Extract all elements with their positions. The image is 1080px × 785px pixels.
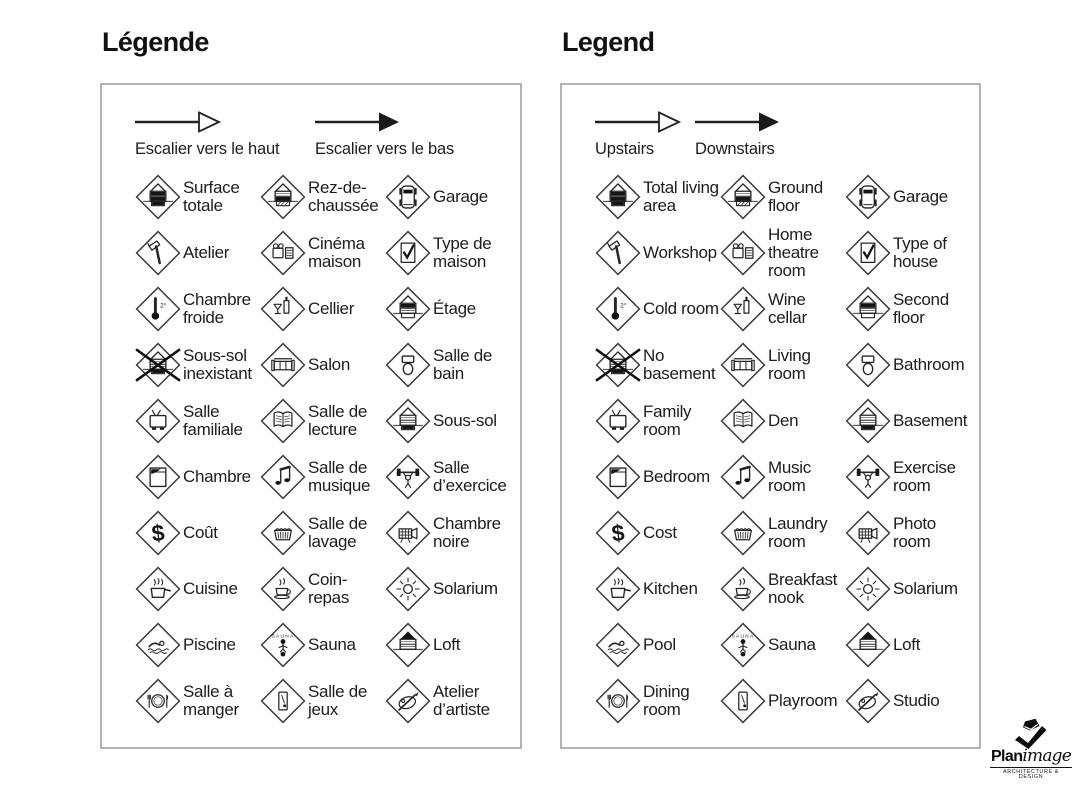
loft-icon [845,617,893,673]
bedroom-icon [135,449,183,505]
bedroom-icon [595,449,643,505]
legend-item-label: Family room [643,401,692,440]
no-basement-icon [595,337,643,393]
playroom-icon [260,673,308,729]
music-room-icon [720,449,768,505]
legend-item-label: Home theatre room [768,224,819,281]
legend-item-label: Exercise room [893,457,956,496]
legend-panel-french [100,2,522,749]
legend-item-label: Étage [433,298,476,318]
sauna-icon [260,617,308,673]
legend-item-label: Playroom [768,690,838,710]
legend-item-label: Cellier [308,298,355,318]
legend-item-label: Living room [768,345,811,384]
loft-icon [385,617,433,673]
legend-item-label: Pool [643,634,676,654]
stair-arrows [102,85,520,167]
legend-item-label: Salle de musique [308,457,371,496]
legend-item-label: Garage [433,186,488,206]
legend-item-label: Sauna [308,634,356,654]
legend-item-label: Sous-sol [433,410,497,430]
legend-item-label: Music room [768,457,811,496]
legend-item-label: Laundry room [768,513,828,552]
legend-item-label: Coin-repas [308,569,350,608]
pool-icon [135,617,183,673]
basement-icon [385,393,433,449]
stairs-down-arrow [695,109,795,167]
bathroom-icon [845,337,893,393]
svg-text:$: $ [150,519,166,547]
svg-text:2°: 2° [160,302,167,310]
stairs-up-arrow [135,109,315,167]
legend-item-label: Salle de jeux [308,681,368,720]
ground-floor-icon [720,169,768,225]
page-title-french: Légende [102,27,209,58]
kitchen-icon [135,561,183,617]
legend-item-label: Salle de bain [433,345,493,384]
arrow-label: Escalier vers le bas [315,140,455,159]
legend-grid [562,169,979,729]
legend-item-label: Workshop [643,242,717,262]
up-arrow-icon [135,109,315,135]
family-room-icon [135,393,183,449]
legend-item-label: Surface totale [183,177,240,216]
cost-icon [595,505,643,561]
den-icon [260,393,308,449]
legend-item-label: Salle de lavage [308,513,368,552]
legend-box-french [100,83,522,749]
legend-item-label: Loft [433,634,461,654]
studio-icon [385,673,433,729]
legend-item-label: Salle d’exercice [433,457,507,496]
garage-icon [845,169,893,225]
legend-item-label: Salle familiale [183,401,243,440]
legend-item-label: Chambre [183,466,251,486]
legend-item-label: Cold room [643,298,719,318]
legend-item-label: Sauna [768,634,816,654]
studio-icon [845,673,893,729]
up-arrow-icon [595,109,695,135]
no-basement-icon [135,337,183,393]
exercise-room-icon [385,449,433,505]
home-theatre-icon [720,225,768,281]
legend-item-label: Chambre noire [433,513,501,552]
living-room-icon [720,337,768,393]
legend-item-label: Solarium [893,578,958,598]
brand-image: image [1022,746,1072,766]
type-of-house-icon [385,225,433,281]
home-theatre-icon [260,225,308,281]
legend-item-label: Basement [893,410,968,430]
brand-tagline: ARCHITECTURE & DESIGN [990,767,1072,781]
legend-box-english [560,83,981,749]
exercise-room-icon [845,449,893,505]
stairs-up-arrow [595,109,695,167]
legend-item-label: Studio [893,690,940,710]
arrow-label: Downstairs [695,140,775,159]
legend-item-label: Salle à manger [183,681,239,720]
planimage-logo [986,718,1076,781]
svg-text:SAUNA: SAUNA [731,634,755,640]
svg-text:SAUNA: SAUNA [271,634,295,640]
legend-item-label: Kitchen [643,578,698,598]
legend-item-label: Chambre froide [183,289,251,328]
kitchen-icon [595,561,643,617]
legend-item-label: Coût [183,522,218,542]
solarium-icon [385,561,433,617]
laundry-room-icon [260,505,308,561]
legend-item-label: Cinéma maison [308,233,365,272]
legend-item-label: Cuisine [183,578,238,598]
total-area-icon [595,169,643,225]
wine-cellar-icon [260,281,308,337]
garage-icon [385,169,433,225]
page-title-english: Legend [562,27,655,58]
type-of-house-icon [845,225,893,281]
total-area-icon [135,169,183,225]
legend-item-label: Wine cellar [768,289,807,328]
bathroom-icon [385,337,433,393]
workshop-icon [595,225,643,281]
photo-room-icon [845,505,893,561]
workshop-icon [135,225,183,281]
legend-item-label: Dining room [643,681,690,720]
legend-item-label: Type of house [893,233,947,272]
living-room-icon [260,337,308,393]
svg-text:$: $ [610,519,626,547]
sauna-icon [720,617,768,673]
legend-item-label: Salon [308,354,350,374]
legend-item-label: Breakfast nook [768,569,838,608]
down-arrow-icon [695,109,795,135]
breakfast-nook-icon [720,561,768,617]
legend-item-label: Cost [643,522,677,542]
legend-grid [102,169,520,729]
breakfast-nook-icon [260,561,308,617]
den-icon [720,393,768,449]
legend-item-label: Loft [893,634,921,654]
legend-item-label: Salle de lecture [308,401,368,440]
dining-room-icon [595,673,643,729]
svg-text:2°: 2° [620,302,627,310]
arrow-label: Escalier vers le haut [135,140,280,159]
legend-panel-english [560,2,981,749]
legend-item-label: Piscine [183,634,236,654]
cold-room-icon [595,281,643,337]
stairs-down-arrow [315,109,495,167]
legend-item-label: Rez-de-chaussée [308,177,379,216]
stair-arrows [562,85,979,167]
brand-name [986,748,1076,765]
legend-item-label: Bathroom [893,354,965,374]
second-floor-icon [385,281,433,337]
cost-icon [135,505,183,561]
playroom-icon [720,673,768,729]
ground-floor-icon [260,169,308,225]
laundry-room-icon [720,505,768,561]
music-room-icon [260,449,308,505]
legend-item-label: Bedroom [643,466,710,486]
brand-plan: Plan [990,748,1023,765]
legend-item-label: Den [768,410,799,430]
cold-room-icon [135,281,183,337]
dining-room-icon [135,673,183,729]
second-floor-icon [845,281,893,337]
legend-item-label: Total living area [643,177,719,216]
legend-item-label: No basement [643,345,716,384]
down-arrow-icon [315,109,495,135]
legend-item-label: Solarium [433,578,498,598]
legend-item-label: Garage [893,186,948,206]
legend-item-label: Photo room [893,513,936,552]
family-room-icon [595,393,643,449]
basement-icon [845,393,893,449]
legend-item-label: Atelier [183,242,230,262]
legend-item-label: Atelier d’artiste [433,681,490,720]
legend-item-label: Type de maison [433,233,492,272]
photo-room-icon [385,505,433,561]
solarium-icon [845,561,893,617]
arrow-label: Upstairs [595,140,654,159]
pool-icon [595,617,643,673]
legend-item-label: Second floor [893,289,949,328]
wine-cellar-icon [720,281,768,337]
legend-item-label: Sous-sol inexistant [183,345,252,384]
legend-item-label: Ground floor [768,177,823,216]
